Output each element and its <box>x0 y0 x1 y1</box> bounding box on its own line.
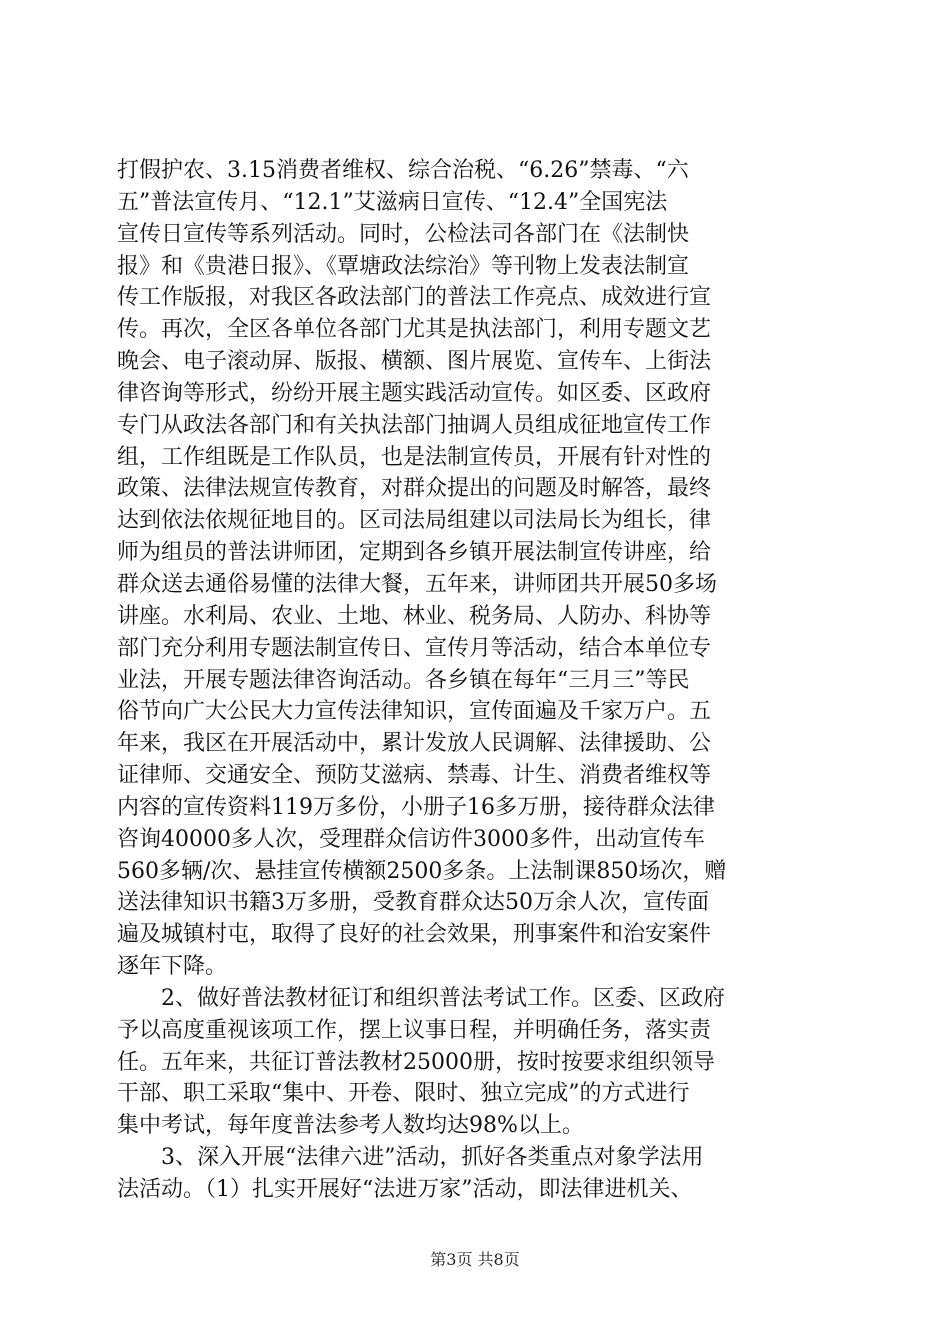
text-line: 打假护农、3.15消费者维权、综合治税、“6.26”禁毒、“六 <box>117 158 689 183</box>
text-line: 法活动。（1）扎实开展好“法进万家”活动，即法律进机关、 <box>117 1177 693 1202</box>
paragraph-start-line: 2、做好普法教材征订和组织普法考试工作。区委、区政府 <box>161 985 725 1011</box>
text-line: 政策、法律法规宣传教育，对群众提出的问题及时解答，最终 <box>117 476 712 502</box>
text-line: 560多辆/次、悬挂宣传横额2500多条。上法制课850场次，赠 <box>117 858 727 884</box>
text-line: 干部、职工采取“集中、开卷、限时、独立完成”的方式进行 <box>117 1081 690 1107</box>
text-line: 传工作版报，对我区各政法部门的普法工作亮点、成效进行宣 <box>117 285 712 311</box>
page-number: 第3页 共8页 <box>430 1250 520 1269</box>
text-line: 予以高度重视该项工作，摆上议事日程，并明确任务，落实责 <box>117 1017 712 1043</box>
text-line: 送法律知识书籍3万多册，受教育群众达50万余人次，宣传面 <box>117 890 709 916</box>
text-line: 传。再次，全区各单位各部门尤其是执法部门，利用专题文艺 <box>117 317 712 343</box>
text-line: 专门从政法各部门和有关执法部门抽调人员组成征地宣传工作 <box>117 412 712 438</box>
text-line: 部门充分利用专题法制宣传日、宣传月等活动，结合本单位专 <box>117 635 712 661</box>
document-body <box>117 155 835 1206</box>
text-line: 年来，我区在开展活动中，累计发放人民调解、法律援助、公 <box>117 731 712 757</box>
paragraph-start-line: 3、深入开展“法律六进”活动，抓好各类重点对象学法用 <box>161 1145 704 1171</box>
text-line: 师为组员的普法讲师团，定期到各乡镇开展法制宣传讲座，给 <box>117 540 712 566</box>
text-line: 五”普法宣传月、“12.1”艾滋病日宣传、“12.4”全国宪法 <box>117 189 668 215</box>
text-line: 宣传日宣传等系列活动。同时，公检法司各部门在《法制快 <box>117 221 690 247</box>
text-line: 内容的宣传资料119万多份，小册子16多万册，接待群众法律 <box>117 794 715 820</box>
text-line: 咨询40000多人次，受理群众信访件3000多件，出动宣传车 <box>117 826 705 852</box>
text-line: 业法，开展专题法律咨询活动。各乡镇在每年“三月三”等民 <box>117 667 690 693</box>
text-line: 达到依法依规征地目的。区司法局组建以司法局长为组长，律 <box>117 508 712 534</box>
text-line: 集中考试，每年度普法参考人数均达98%以上。 <box>117 1113 584 1139</box>
text-line: 报》和《贵港日报》、《覃塘政法综治》等刊物上发表法制宣 <box>117 253 690 279</box>
text-line: 律咨询等形式，纷纷开展主题实践活动宣传。如区委、区政府 <box>117 380 712 406</box>
text-line: 晚会、电子滚动屏、版报、横额、图片展览、宣传车、上街法 <box>117 349 712 375</box>
text-line: 群众送去通俗易懂的法律大餐，五年来，讲师团共开展50多场 <box>117 571 717 597</box>
text-line: 组，工作组既是工作队员，也是法制宣传员，开展有针对性的 <box>117 444 712 470</box>
page-footer <box>0 1247 950 1270</box>
text-line: 遍及城镇村屯，取得了良好的社会效果，刑事案件和治安案件 <box>117 922 712 948</box>
text-line: 俗节向广大公民大力宣传法律知识，宣传面遍及千家万户。五 <box>117 699 712 725</box>
text-line: 证律师、交通安全、预防艾滋病、禁毒、计生、消费者维权等 <box>117 763 712 789</box>
text-line: 任。五年来，共征订普法教材25000册，按时按要求组织领导 <box>117 1049 715 1075</box>
text-line: 逐年下降。 <box>117 954 228 980</box>
text-line: 讲座。水利局、农业、土地、林业、税务局、人防办、科协等 <box>117 603 712 629</box>
